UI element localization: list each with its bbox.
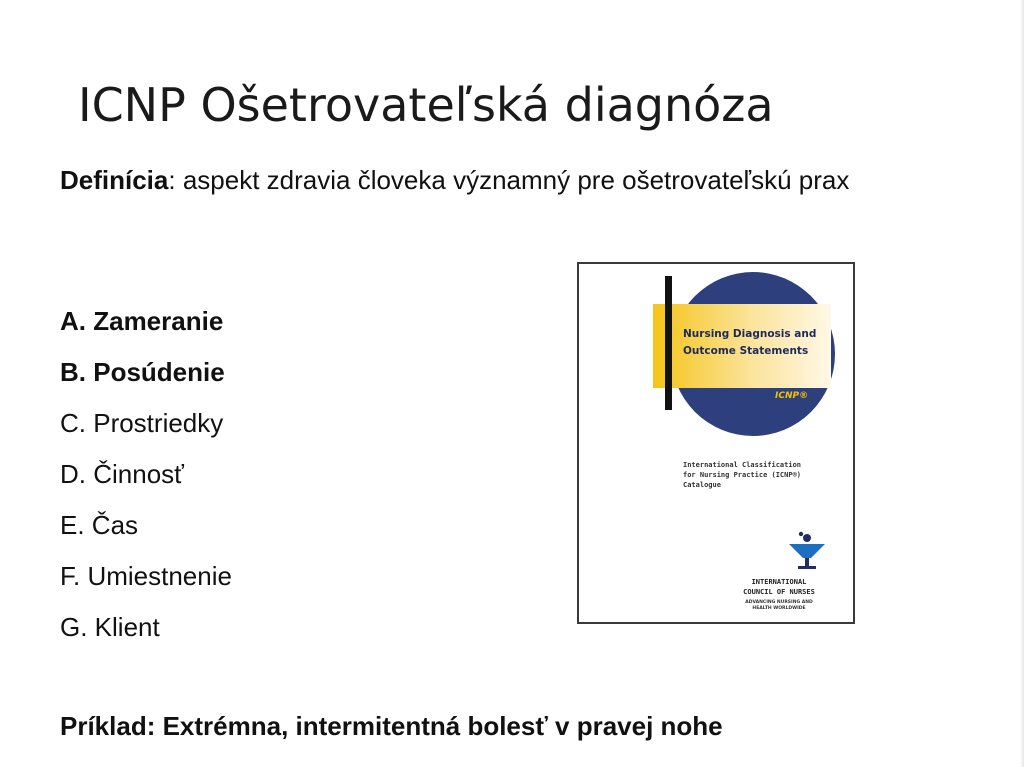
definition-label: Definícia (60, 165, 169, 195)
cover-motto-line1: ADVANCING NURSING AND (745, 600, 813, 605)
cover-catalogue-line1: International Classification (683, 461, 802, 469)
cover-council-line1: INTERNATIONAL (751, 578, 807, 586)
example-text: Príklad: Extrémna, intermitentná bolesť v pravej nohe (60, 711, 723, 741)
cover-artwork (579, 264, 855, 624)
cover-catalogue-text (683, 460, 833, 490)
cover-motto (719, 600, 839, 612)
definition-text: : aspekt zdravia človeka významný pre ošetrovateľskú prax (168, 165, 850, 195)
cover-title (683, 326, 833, 360)
cover-council-line2: COUNCIL OF NURSES (743, 588, 815, 596)
icnp-book-cover (577, 262, 855, 624)
cover-motto-line2: HEALTH WORLDWIDE (752, 606, 806, 611)
axis-item-location: F. Umiestnenie (60, 561, 232, 591)
axis-item-means: C. Prostriedky (60, 408, 224, 438)
cover-catalogue-line2: for Nursing Practice (ICNP®) (683, 471, 802, 479)
definition-paragraph (60, 163, 960, 198)
axis-item-time: E. Čas (60, 510, 139, 540)
axis-item-judgement: B. Posúdenie (60, 357, 225, 387)
cover-catalogue-line3: Catalogue (683, 481, 721, 489)
cover-black-bar (665, 276, 672, 410)
axis-item-client: G. Klient (60, 612, 160, 642)
cover-title-line2: Outcome Statements (683, 345, 809, 357)
cover-title-line1: Nursing Diagnosis and (683, 328, 817, 340)
slide-edge (1020, 0, 1024, 767)
cover-brand: ICNP® (775, 391, 809, 401)
slide-title: ICNP Ošetrovateľská diagnóza (78, 78, 774, 132)
axis-item-focus: A. Zameranie (60, 306, 224, 336)
axis-item-action: D. Činnosť (60, 459, 184, 489)
cover-council-name (719, 577, 839, 597)
icn-lamp-icon (789, 532, 825, 569)
axes-list (60, 305, 232, 662)
